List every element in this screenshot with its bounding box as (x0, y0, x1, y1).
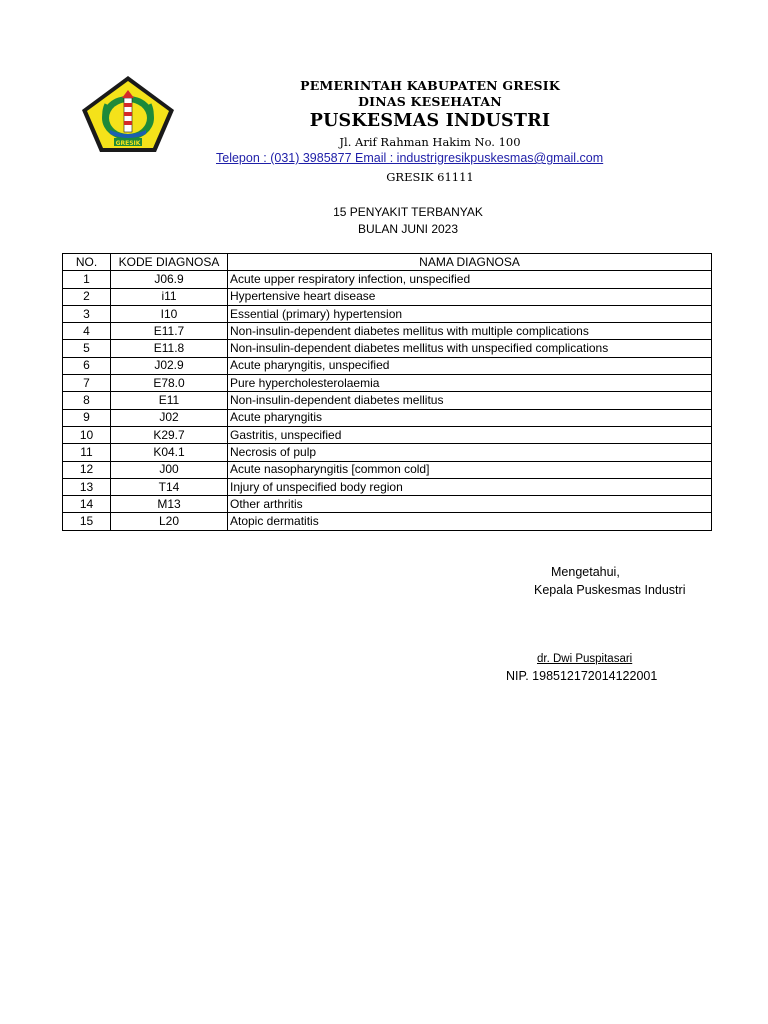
table-row (63, 392, 712, 409)
row-code: J02 (111, 409, 228, 426)
row-code: E78.0 (111, 375, 228, 392)
row-no: 8 (63, 392, 111, 409)
row-no: 5 (63, 340, 111, 357)
row-no: 9 (63, 409, 111, 426)
report-title: 15 PENYAKIT TERBANYAK (333, 205, 483, 219)
signature-doctor-name: dr. Dwi Puspitasari (537, 653, 633, 665)
row-no: 15 (63, 513, 111, 530)
row-no: 3 (63, 305, 111, 322)
row-name: Essential (primary) hypertension (228, 305, 712, 322)
row-code: J02.9 (111, 357, 228, 374)
table-row (63, 375, 712, 392)
table-row (63, 513, 712, 530)
institution-name: PUSKESMAS INDUSTRI (309, 111, 551, 131)
row-code: M13 (111, 496, 228, 513)
row-name: Injury of unspecified body region (228, 478, 712, 495)
table-header-row (63, 254, 712, 271)
logo-text: GRESIK (115, 140, 141, 147)
row-code: L20 (111, 513, 228, 530)
row-name: Acute nasopharyngitis [common cold] (228, 461, 712, 478)
city-postal: GRESIK 61111 (386, 170, 474, 184)
row-code: K29.7 (111, 426, 228, 443)
report-period: BULAN JUNI 2023 (357, 222, 459, 236)
signature-acknowledged: Mengetahui, (551, 565, 620, 579)
row-name: Acute pharyngitis (228, 409, 712, 426)
table-row (63, 305, 712, 322)
government-name: PEMERINTAH KABUPATEN GRESIK (300, 78, 560, 93)
row-no: 2 (63, 288, 111, 305)
row-name: Pure hypercholesterolaemia (228, 375, 712, 392)
row-code: E11 (111, 392, 228, 409)
header-name: NAMA DIAGNOSA (228, 254, 712, 271)
table-row (63, 426, 712, 443)
signature-position: Kepala Puskesmas Industri (534, 583, 686, 597)
row-code: E11.8 (111, 340, 228, 357)
header-no: NO. (63, 254, 111, 271)
row-code: T14 (111, 478, 228, 495)
row-no: 13 (63, 478, 111, 495)
row-code: K04.1 (111, 444, 228, 461)
table-row (63, 340, 712, 357)
row-name: Other arthritis (228, 496, 712, 513)
row-name: Non-insulin-dependent diabetes mellitus with multiple complications (228, 323, 712, 340)
table-row (63, 357, 712, 374)
row-name: Non-insulin-dependent diabetes mellitus (228, 392, 712, 409)
row-name: Necrosis of pulp (228, 444, 712, 461)
row-name: Acute pharyngitis, unspecified (228, 357, 712, 374)
row-no: 10 (63, 426, 111, 443)
table-row (63, 478, 712, 495)
department-name: DINAS KESEHATAN (358, 94, 502, 109)
row-no: 11 (63, 444, 111, 461)
table-row (63, 409, 712, 426)
diagnosis-table (62, 253, 712, 531)
gresik-regency-logo (80, 74, 176, 154)
row-code: E11.7 (111, 323, 228, 340)
table-row (63, 271, 712, 288)
row-name: Acute upper respiratory infection, unspecified (228, 271, 712, 288)
table-row (63, 288, 712, 305)
row-no: 6 (63, 357, 111, 374)
header-code: KODE DIAGNOSA (111, 254, 228, 271)
row-code: i11 (111, 288, 228, 305)
row-no: 4 (63, 323, 111, 340)
table-row (63, 461, 712, 478)
row-no: 14 (63, 496, 111, 513)
table-row (63, 323, 712, 340)
contact-link[interactable]: Telepon : (031) 3985877 Email : industrigresikpuskesmas@gmail.com (216, 151, 604, 165)
row-no: 1 (63, 271, 111, 288)
row-name: Hypertensive heart disease (228, 288, 712, 305)
table-row (63, 496, 712, 513)
table-row (63, 444, 712, 461)
row-no: 7 (63, 375, 111, 392)
row-name: Non-insulin-dependent diabetes mellitus with unspecified complications (228, 340, 712, 357)
row-no: 12 (63, 461, 111, 478)
address: Jl. Arif Rahman Hakim No. 100 (339, 135, 521, 149)
row-code: J06.9 (111, 271, 228, 288)
row-name: Atopic dermatitis (228, 513, 712, 530)
row-code: I10 (111, 305, 228, 322)
row-code: J00 (111, 461, 228, 478)
signature-nip: NIP. 198512172014122001 (506, 669, 658, 683)
row-name: Gastritis, unspecified (228, 426, 712, 443)
